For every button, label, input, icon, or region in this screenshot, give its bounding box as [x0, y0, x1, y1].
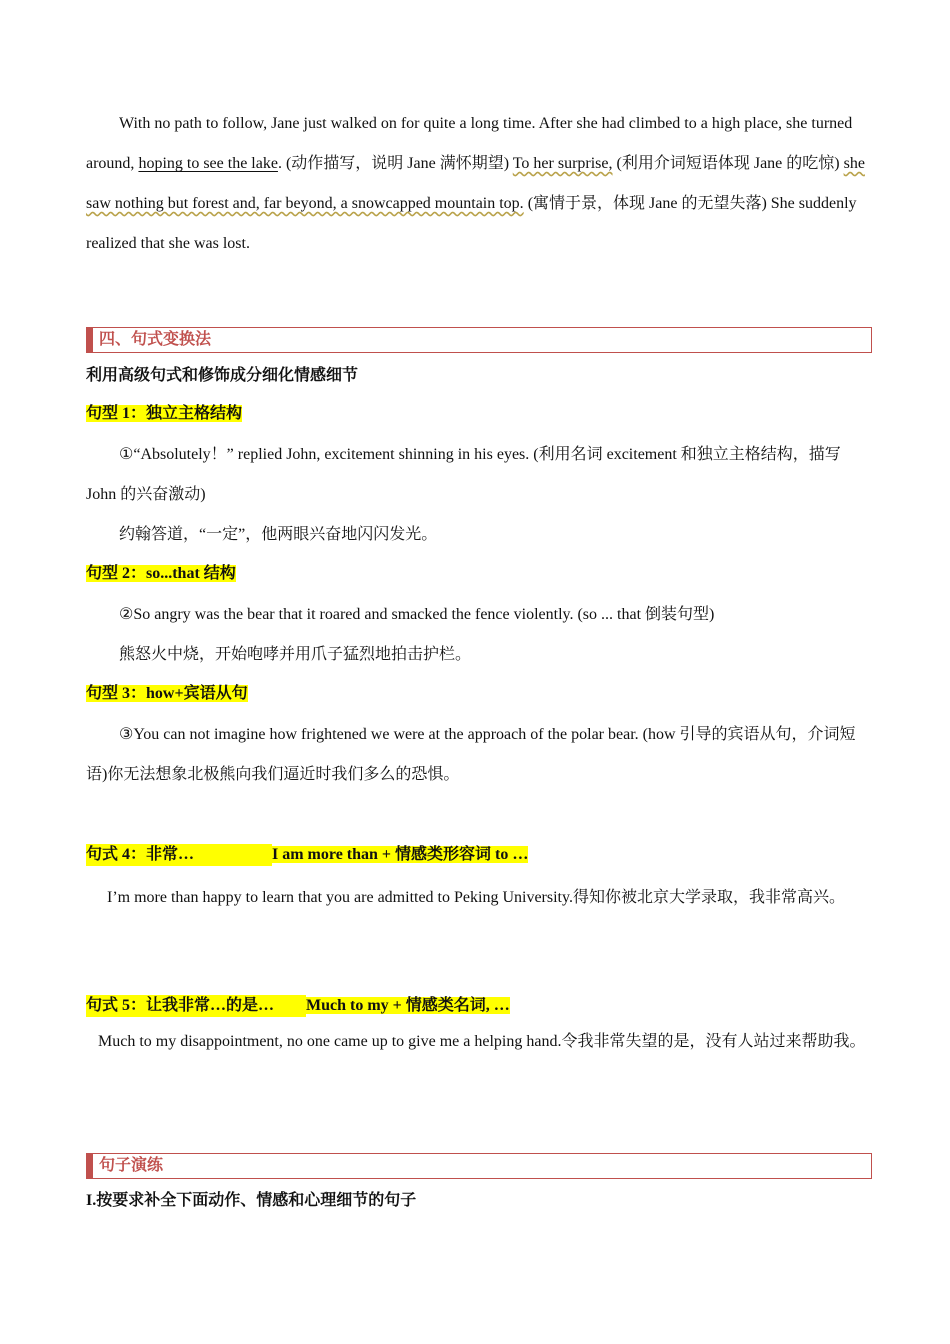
- pattern3-title: 句型 3：how+宾语从句: [86, 685, 248, 702]
- pattern5-title: 句式 5：让我非常…的是… Much to my + 情感类名词, …: [86, 995, 510, 1017]
- pattern1-example: ①“Absolutely！” replied John, excitement shinning in his eyes. (利用名词 excitement 和独立主格结构，描写 John 的兴奋激动): [86, 446, 841, 503]
- practice-title: 句子演练: [99, 1157, 164, 1174]
- intro-paragraph: [86, 104, 866, 264]
- pattern2-example: ②So angry was the bear that it roared and smacked the fence violently. (so ... that 倒装句型): [119, 606, 715, 623]
- para1-underlined-phrase: hoping to see the lake: [138, 155, 278, 172]
- pattern4-title: 句式 4：非常… I am more than + 情感类形容词 to …: [86, 844, 528, 866]
- pattern1-translation: 约翰答道，“一定”，他两眼兴奋地闪闪发光。: [119, 526, 438, 543]
- para1-annotation: . (动作描写，说明 Jane 满怀期望): [277, 155, 513, 172]
- pattern1-title: 句型 1：独立主格结构: [86, 405, 243, 422]
- section-title: 四、句式变换法: [99, 331, 212, 348]
- para1-wavy-phrase: To her surprise,: [512, 155, 613, 172]
- para1-text: With no path to follow, Jane just walked on for quite a long time. After she had climbed to a high place, she turned around,: [86, 115, 853, 172]
- pattern2-title: 句型 2：so...that 结构: [86, 565, 236, 582]
- para1-wavy-sentence: she saw nothing but forest and, far beyond, a snowcapped mountain top.: [86, 155, 865, 212]
- practice-instruction: I.按要求补全下面动作、情感和心理细节的句子: [86, 1192, 417, 1209]
- practice-header-box: [86, 1153, 872, 1179]
- section-subtitle: 利用高级句式和修饰成分细化情感细节: [86, 367, 359, 384]
- para1-conclusion: (寓情于景，体现 Jane 的无望失落) She suddenly realized that she was lost.: [86, 195, 857, 252]
- pattern2-translation: 熊怒火中烧，开始咆哮并用爪子猛烈地拍击护栏。: [119, 646, 472, 663]
- para1-annotation-2: (利用介词短语体现 Jane 的吃惊): [612, 155, 844, 172]
- pattern4-example: I’m more than happy to learn that you are admitted to Peking University.得知你被北京大学录取，我非常高兴。: [107, 889, 845, 906]
- pattern3-example: ③You can not imagine how frightened we were at the approach of the polar bear. (how 引导的宾语从句，介词短语)你无法想象北极熊向我们逼近时我们多么的恐惧。: [86, 726, 856, 783]
- section-header-box: [86, 327, 872, 353]
- pattern5-example: Much to my disappointment, no one came up to give me a helping hand.令我非常失望的是，没有人站过来帮助我。: [98, 1033, 866, 1050]
